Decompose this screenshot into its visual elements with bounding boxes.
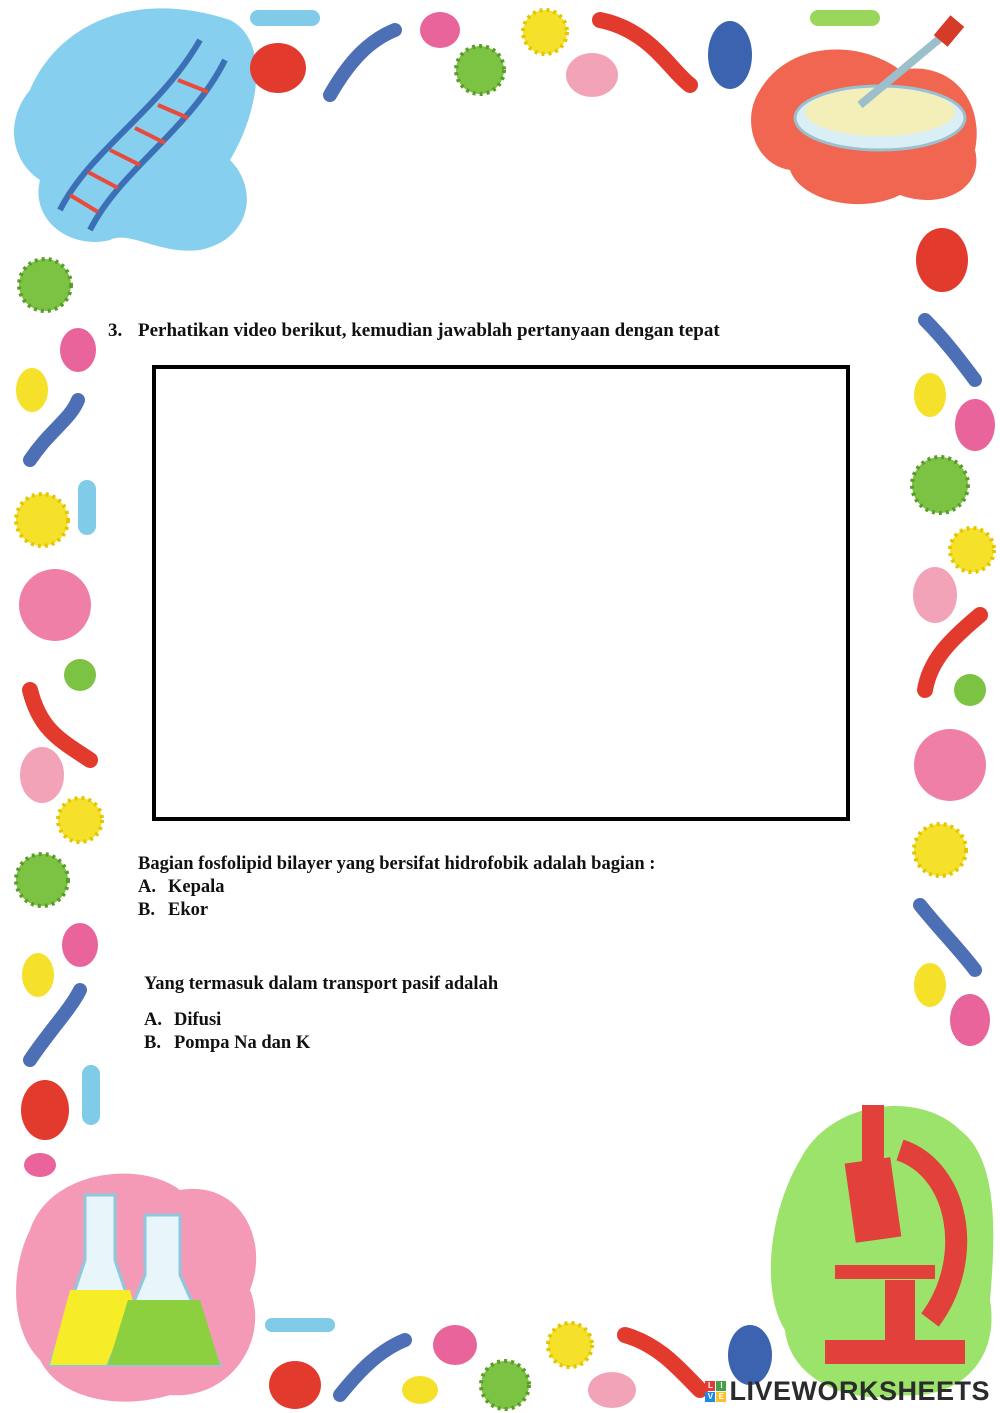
yellow-virus-icon-right (950, 528, 994, 572)
cyan-bacteria-icon-left (78, 480, 96, 535)
yellow-spotted-icon-right-2 (914, 963, 946, 1007)
pink-cell-icon-left-2 (20, 747, 64, 803)
cyan-bacteria-icon-bottom (265, 1318, 335, 1332)
question-instruction: Perhatikan video berikut, kemudian jawablah pertanyaan dengan tepat (138, 320, 720, 341)
red-cell-icon (250, 43, 306, 93)
live-badge-icon (705, 1381, 726, 1402)
red-cell-icon-left (21, 1080, 69, 1140)
option-label: Ekor (168, 900, 209, 920)
option-b-pompa[interactable] (144, 1032, 310, 1055)
brand-name: LIVEWORKSHEETS (729, 1376, 990, 1406)
yellow-virus-icon-right-2 (914, 824, 966, 876)
yellow-spotted-icon-right (914, 373, 946, 417)
option-label: Kepala (168, 877, 225, 897)
dna-icon (14, 8, 256, 250)
pink-cell-icon-right-2 (913, 567, 957, 623)
question-a-text: Bagian fosfolipid bilayer yang bersifat hidrofobik adalah bagian : (138, 854, 656, 874)
blue-worm-icon-left-2 (30, 990, 80, 1060)
badge-letter: I (716, 1381, 726, 1391)
pink-virus-icon-left (19, 569, 91, 641)
question-b-text: Yang termasuk dalam transport pasif adalah (144, 974, 499, 994)
question-a (138, 853, 655, 922)
pink-cell-icon-bottom (433, 1325, 477, 1365)
yellow-virus-icon (523, 10, 567, 54)
green-virus-icon-bottom (481, 1361, 529, 1409)
pink-cell-icon-left-3 (62, 923, 98, 967)
green-virus-icon-left-2 (16, 854, 68, 906)
microscope-icon (771, 1105, 994, 1397)
yellow-spotted-icon-2 (22, 953, 54, 997)
green-virus-icon-right (912, 457, 968, 513)
pink-cell-icon-left-4 (24, 1153, 56, 1177)
pink-cell-icon-right (955, 399, 995, 451)
option-letter: B. (144, 1033, 161, 1053)
red-worm-icon-bottom (625, 1335, 700, 1390)
blue-worm-icon (330, 30, 395, 95)
blue-worm-icon-bottom (340, 1340, 405, 1395)
question-b (144, 973, 498, 996)
option-a-kepala[interactable] (138, 876, 655, 899)
green-bacteria-icon (810, 10, 880, 26)
badge-letter: V (705, 1392, 715, 1402)
option-label: Pompa Na dan K (174, 1033, 311, 1053)
badge-letter: E (716, 1392, 726, 1402)
option-letter: B. (138, 900, 155, 920)
pink-virus-icon-right (914, 729, 986, 801)
pink-cell-icon (566, 53, 618, 97)
option-a-difusi[interactable] (144, 1009, 310, 1032)
green-virus-icon (456, 46, 504, 94)
flask-icon (16, 1174, 256, 1402)
red-cell-icon-right (916, 228, 968, 292)
red-cell-icon-bottom (269, 1361, 321, 1409)
cyan-bacteria-icon (250, 10, 320, 26)
option-letter: A. (144, 1010, 162, 1030)
liveworksheets-logo[interactable] (705, 1376, 990, 1407)
green-virus-icon-left (19, 259, 71, 311)
yellow-virus-icon-bottom (548, 1323, 592, 1367)
green-cell-icon-left (64, 659, 96, 691)
blue-cell-icon (708, 21, 752, 89)
option-letter: A. (138, 877, 156, 897)
blue-worm-icon-right-2 (920, 905, 975, 970)
question-heading (108, 320, 720, 342)
question-b-options (144, 1009, 310, 1055)
yellow-spotted-icon-bottom (402, 1376, 438, 1404)
blue-worm-icon-right (925, 320, 975, 380)
green-cell-icon-right (954, 674, 986, 706)
question-number: 3. (108, 320, 123, 341)
pink-cell-icon-left (60, 328, 96, 372)
yellow-virus-icon-left (16, 494, 68, 546)
pink-cell-icon-2 (420, 12, 460, 48)
petri-dish-icon (751, 15, 977, 204)
yellow-virus-icon-left-2 (58, 798, 102, 842)
pink-cell-icon-right-3 (950, 994, 990, 1046)
cyan-bacteria-icon-left-2 (82, 1065, 100, 1125)
yellow-spotted-icon (16, 368, 48, 412)
option-label: Difusi (174, 1010, 222, 1030)
video-frame[interactable] (152, 365, 850, 821)
pink-cell-icon-bottom-2 (588, 1372, 636, 1408)
badge-letter: L (705, 1381, 715, 1391)
option-b-ekor[interactable] (138, 899, 655, 922)
